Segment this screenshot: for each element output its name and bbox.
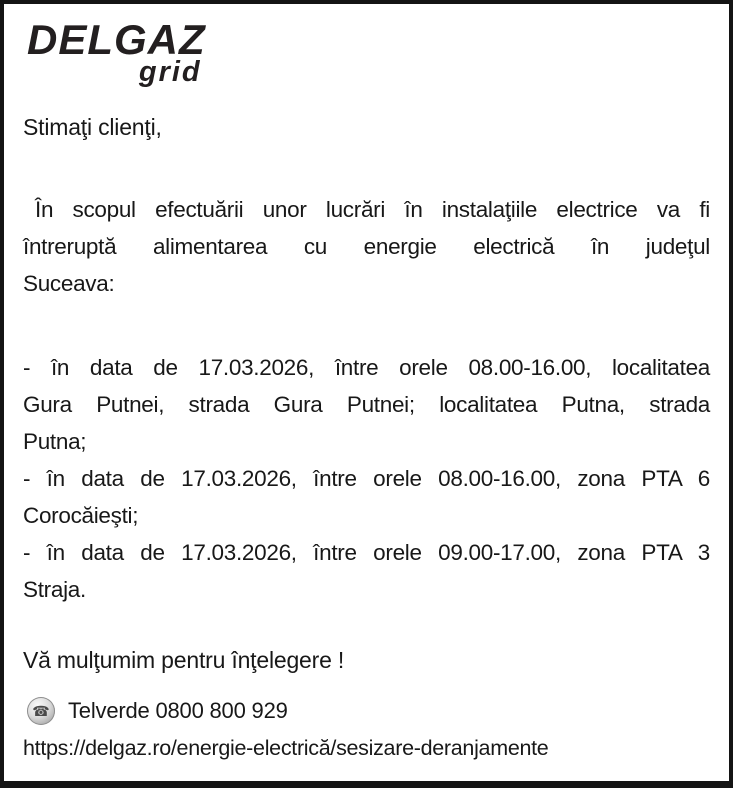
phone-row [27,695,710,727]
footer [23,695,710,763]
outage-item-1-line: - în data de 17.03.2026, între orele 08.00-16.00, localitatea [23,355,710,380]
outage-item-1-line: Gura Putnei, strada Gura Putnei; localitatea Putna, strada [23,392,710,417]
outage-item-2-line: Corocăieşti; [23,503,139,528]
logo-sub-text: grid [138,56,202,88]
report-url-text: https://delgaz.ro/energie-electrică/sesizare-deranjamente [23,736,549,760]
telephone-icon: ☎ [27,697,55,725]
intro-line: întreruptă alimentarea cu energie electrică în judeţul [23,234,710,259]
salutation-text: Stimaţi clienţi, [23,114,162,140]
intro-line: Suceava: [23,271,115,296]
closing-text: Vă mulţumim pentru înţelegere ! [23,647,345,673]
outage-item-1-line: Putna; [23,429,87,454]
phone-number-text: Telverde 0800 800 929 [68,698,288,723]
delgaz-grid-logo [27,18,206,87]
logo-brand-text: DELGAZ [27,16,206,63]
intro-paragraph [23,191,710,302]
outage-item-3-line: - în data de 17.03.2026, între orele 09.00-17.00, zona PTA 3 [23,540,710,565]
outage-list [23,349,710,608]
intro-line: În scopul efectuării unor lucrări în instalaţiile electrice va fi [35,197,710,222]
outage-item-3-line: Straja. [23,577,86,602]
outage-item-2-line: - în data de 17.03.2026, între orele 08.00-16.00, zona PTA 6 [23,466,710,491]
